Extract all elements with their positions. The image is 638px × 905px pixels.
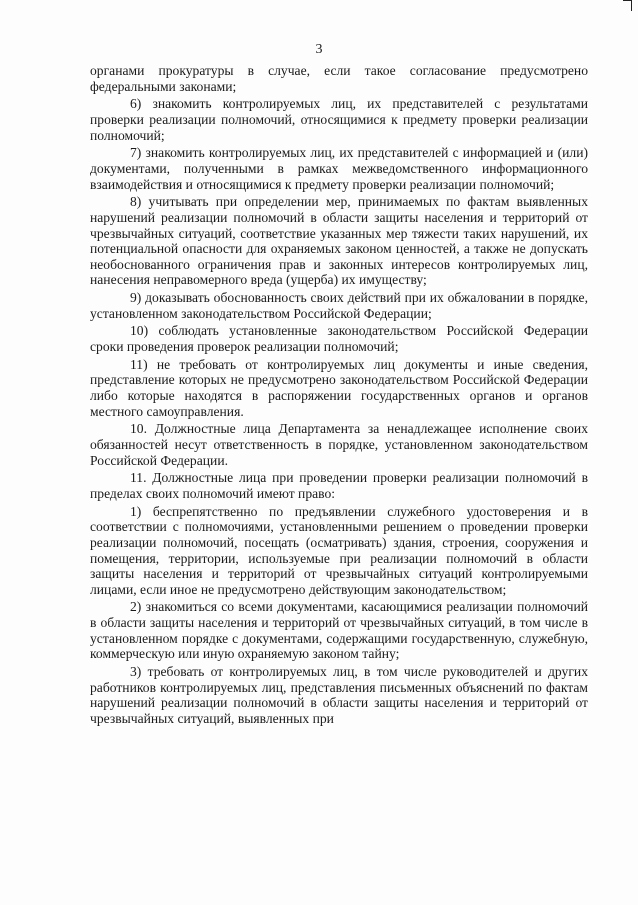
paragraph-item-9: 9) доказывать обоснованность своих действий при их обжаловании в порядке, установленном законодательством Российской Федерации; xyxy=(90,290,588,321)
paragraph-section-10: 10. Должностные лица Департамента за ненадлежащее исполнение своих обязанностей несут ответственность в порядке, установленном законодательством Российской Федерации. xyxy=(90,421,588,468)
paragraph-right-2: 2) знакомиться со всеми документами, касающимися реализации полномочий в области защиты населения и территорий от чрезвычайных ситуаций, в том числе в установленном порядке с документами, содержащими государственную, служебную, коммерческую или иную охраняемую законом тайну; xyxy=(90,599,588,662)
document-body xyxy=(90,63,588,729)
paragraph-item-8: 8) учитывать при определении мер, принимаемых по фактам выявленных нарушений реализации полномочий в области защиты населения и территорий от чрезвычайных ситуаций, соответствие указанных мер тяжести таких нарушений, их потенциальной опасности для охраняемых законом ценностей, а также не допускать необоснованного ограничения прав и законных интересов контролируемых лиц, нанесения неправомерного вреда (ущерба) их имуществу; xyxy=(90,194,588,288)
page-number: 3 xyxy=(315,42,323,57)
paragraph-continuation: органами прокуратуры в случае, если такое согласование предусмотрено федеральными законами; xyxy=(90,63,588,94)
paragraph-item-7: 7) знакомить контролируемых лиц, их представителей с информацией и (или) документами, полученными в рамках межведомственного информационного взаимодействия и относящимися к предмету проверки реализации полномочий; xyxy=(90,145,588,192)
paragraph-right-1: 1) беспрепятственно по предъявлении служебного удостоверения и в соответствии с полномочиями, установленными решением о проведении проверки реализации полномочий, посещать (осматривать) здания, строения, сооружения и помещения, территории, используемые при реализации полномочий в области защиты населения и территорий от чрезвычайных ситуаций контролируемыми лицами, если иное не предусмотрено действующим законодательством; xyxy=(90,503,588,597)
paragraph-item-6: 6) знакомить контролируемых лиц, их представителей с результатами проверки реализации полномочий, относящимися к предмету проверки реализации полномочий; xyxy=(90,96,588,143)
paragraph-right-3: 3) требовать от контролируемых лиц, в том числе руководителей и других работников контролируемых лиц, представления письменных объяснений по фактам нарушений реализации полномочий в области защиты населения и территорий от чрезвычайных ситуаций, выявленных при xyxy=(90,664,588,726)
paragraph-item-10: 10) соблюдать установленные законодательством Российской Федерации сроки проведения проверок реализации полномочий; xyxy=(90,323,588,355)
paragraph-section-11: 11. Должностные лица при проведении проверки реализации полномочий в пределах своих полномочий имеют право: xyxy=(90,470,588,501)
paragraph-item-11: 11) не требовать от контролируемых лиц документы и иные сведения, представление которых не предусмотрено законодательством Российской Федерации либо которые находятся в распоряжении государственных органов и органов местного самоуправления. xyxy=(90,356,588,419)
corner-crop-mark xyxy=(623,0,632,11)
